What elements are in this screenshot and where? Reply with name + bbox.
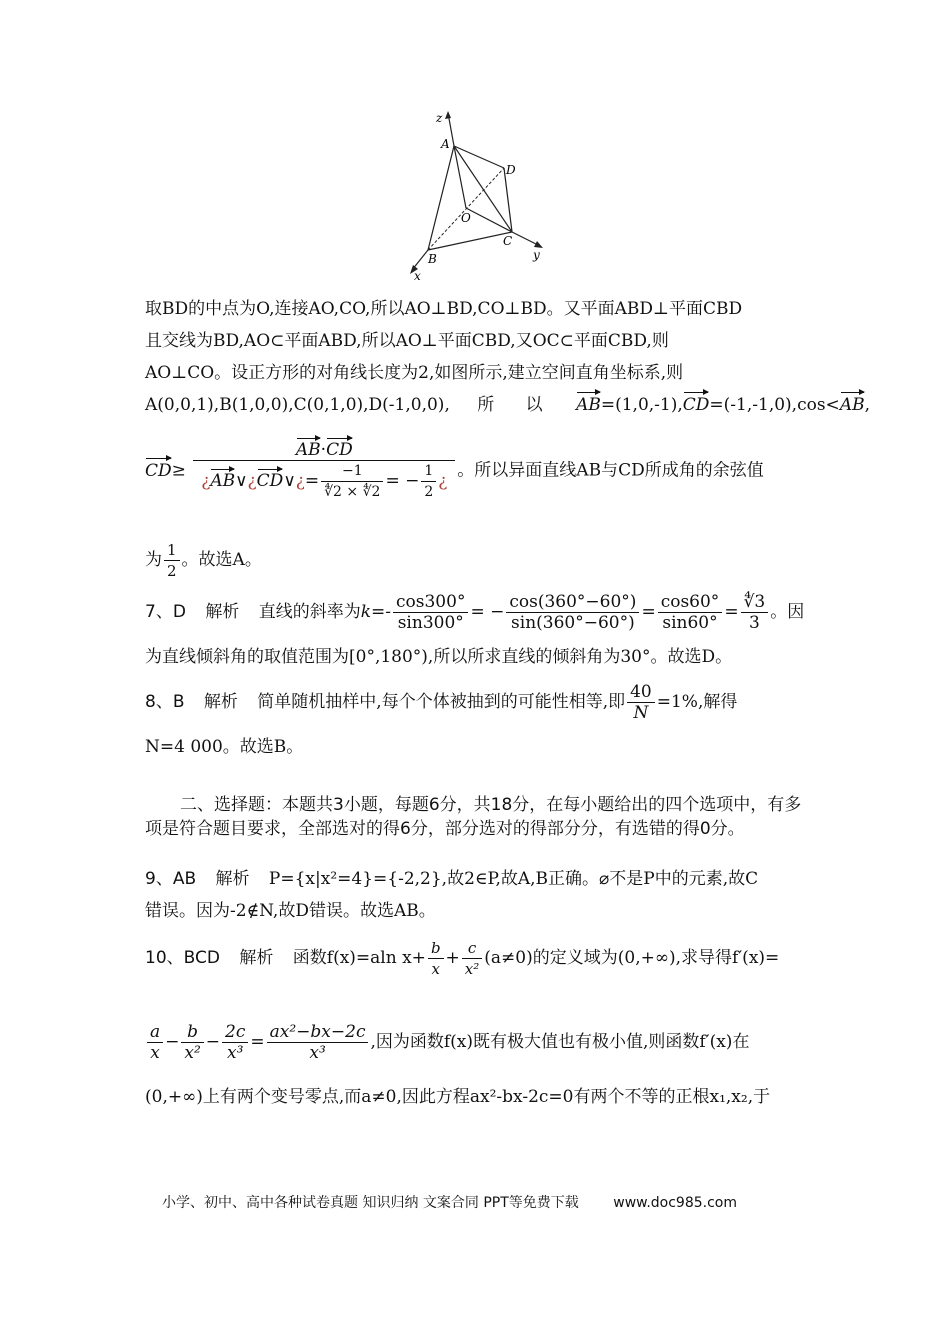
label-o: O: [461, 211, 471, 225]
sol6-line2: 且交线为BD,AO⊂平面ABD,所以AO⊥平面CBD,又OC⊂平面CBD,则: [145, 331, 669, 351]
q10-line3: (0,+∞)上有两个变号零点,而a≠0,因此方程ax²-bx-2c=0有两个不等的正根x₁,x₂,于: [145, 1087, 771, 1107]
label-d: D: [506, 163, 516, 177]
sol6-line5: CD≥ AB·CD ¿AB∨¿CD∨¿= $\frac{-1}{∜2 \times ∜2}$ = − $\frac{1}{2}$ ¿ 。所以异面直线AB与CD所成角的余弦值: [145, 440, 764, 500]
q9-line1: 9、AB 解析 P={x|x²=4}={-2,2},故2∈P,故A,B正确。⌀不是P中的元素,故C: [145, 869, 759, 889]
footer-text: 小学、初中、高中各种试卷真题 知识归纳 文案合同 PPT等免费下载: [162, 1195, 579, 1211]
q10-line1: 10、BCD 解析 函数f(x)=aln x+ $\frac{b}{x}$ + $\frac{c}{\text{x²}}$ (a≠0)的定义域为(0,+∞),求导得f′(x)=: [145, 939, 780, 978]
q9-line2: 错误。因为-2∉N,故D错误。故选AB。: [145, 901, 436, 921]
q8-line2: N=4 000。故选B。: [145, 737, 304, 757]
q7-line2: 为直线倾斜角的取值范围为[0°,180°),所以所求直线的倾斜角为30°。故选D。: [145, 647, 733, 667]
label-z: z: [436, 111, 443, 125]
sol6-line1: 取BD的中点为O,连接AO,CO,所以AO⊥BD,CO⊥BD。又平面ABD⊥平面CBD: [145, 299, 743, 319]
q7-line1: 7、D 解析 直线的斜率为k=- $\frac{\cos 300^\circ}{\sin 300^\circ}$ = − $\frac{\cos(360^\circ-60^\circ)}{\sin(360^\circ-60^\circ)}$ = $\frac{\cos 60^\circ}{\sin 60^\circ}$ = $\frac{∜3}{3}$ 。因: [145, 592, 805, 633]
label-c: C: [503, 234, 513, 248]
label-x: x: [414, 269, 421, 283]
label-a: A: [441, 137, 450, 151]
sol6-line3: AO⊥CO。设正方形的对角线长度为2,如图所示,建立空间直角坐标系,则: [145, 363, 684, 383]
q8-line1: 8、B 解析 简单随机抽样中,每个个体被抽到的可能性相等,即 $\frac{40}{N}$ =1%,解得: [145, 682, 738, 723]
sol6-line4: A(0,0,1),B(1,0,0),C(0,1,0),D(-1,0,0), 所 以 AB=(1,0,-1),CD=(-1,-1,0),cos<AB,: [145, 395, 870, 415]
label-b: B: [428, 252, 437, 266]
tetrahedron-figure: [400, 108, 560, 288]
footer: [162, 1192, 737, 1212]
footer-url[interactable]: www.doc985.com: [613, 1195, 737, 1211]
section2-heading: 二、选择题：本题共3小题，每题6分，共18分，在每小题给出的四个选项中，有多项是符合题目要求，全部选对的得6分，部分选对的得部分分，有选错的得0分。: [145, 795, 802, 839]
q10-line2: $\frac{a}{x}$ − $\frac{b}{\text{x²}}$ − $\frac{2c}{\text{x³}}$ = $\frac{\text{ax²−bx−2c}}{\text{x³}}$ ,因为函数f(x)既有极大值也有极小值,则函数f′(x)在: [145, 1022, 749, 1063]
sol6-line6: 为 $\frac{1}{2}$ 。故选A。: [145, 541, 262, 580]
label-y: y: [533, 248, 540, 262]
